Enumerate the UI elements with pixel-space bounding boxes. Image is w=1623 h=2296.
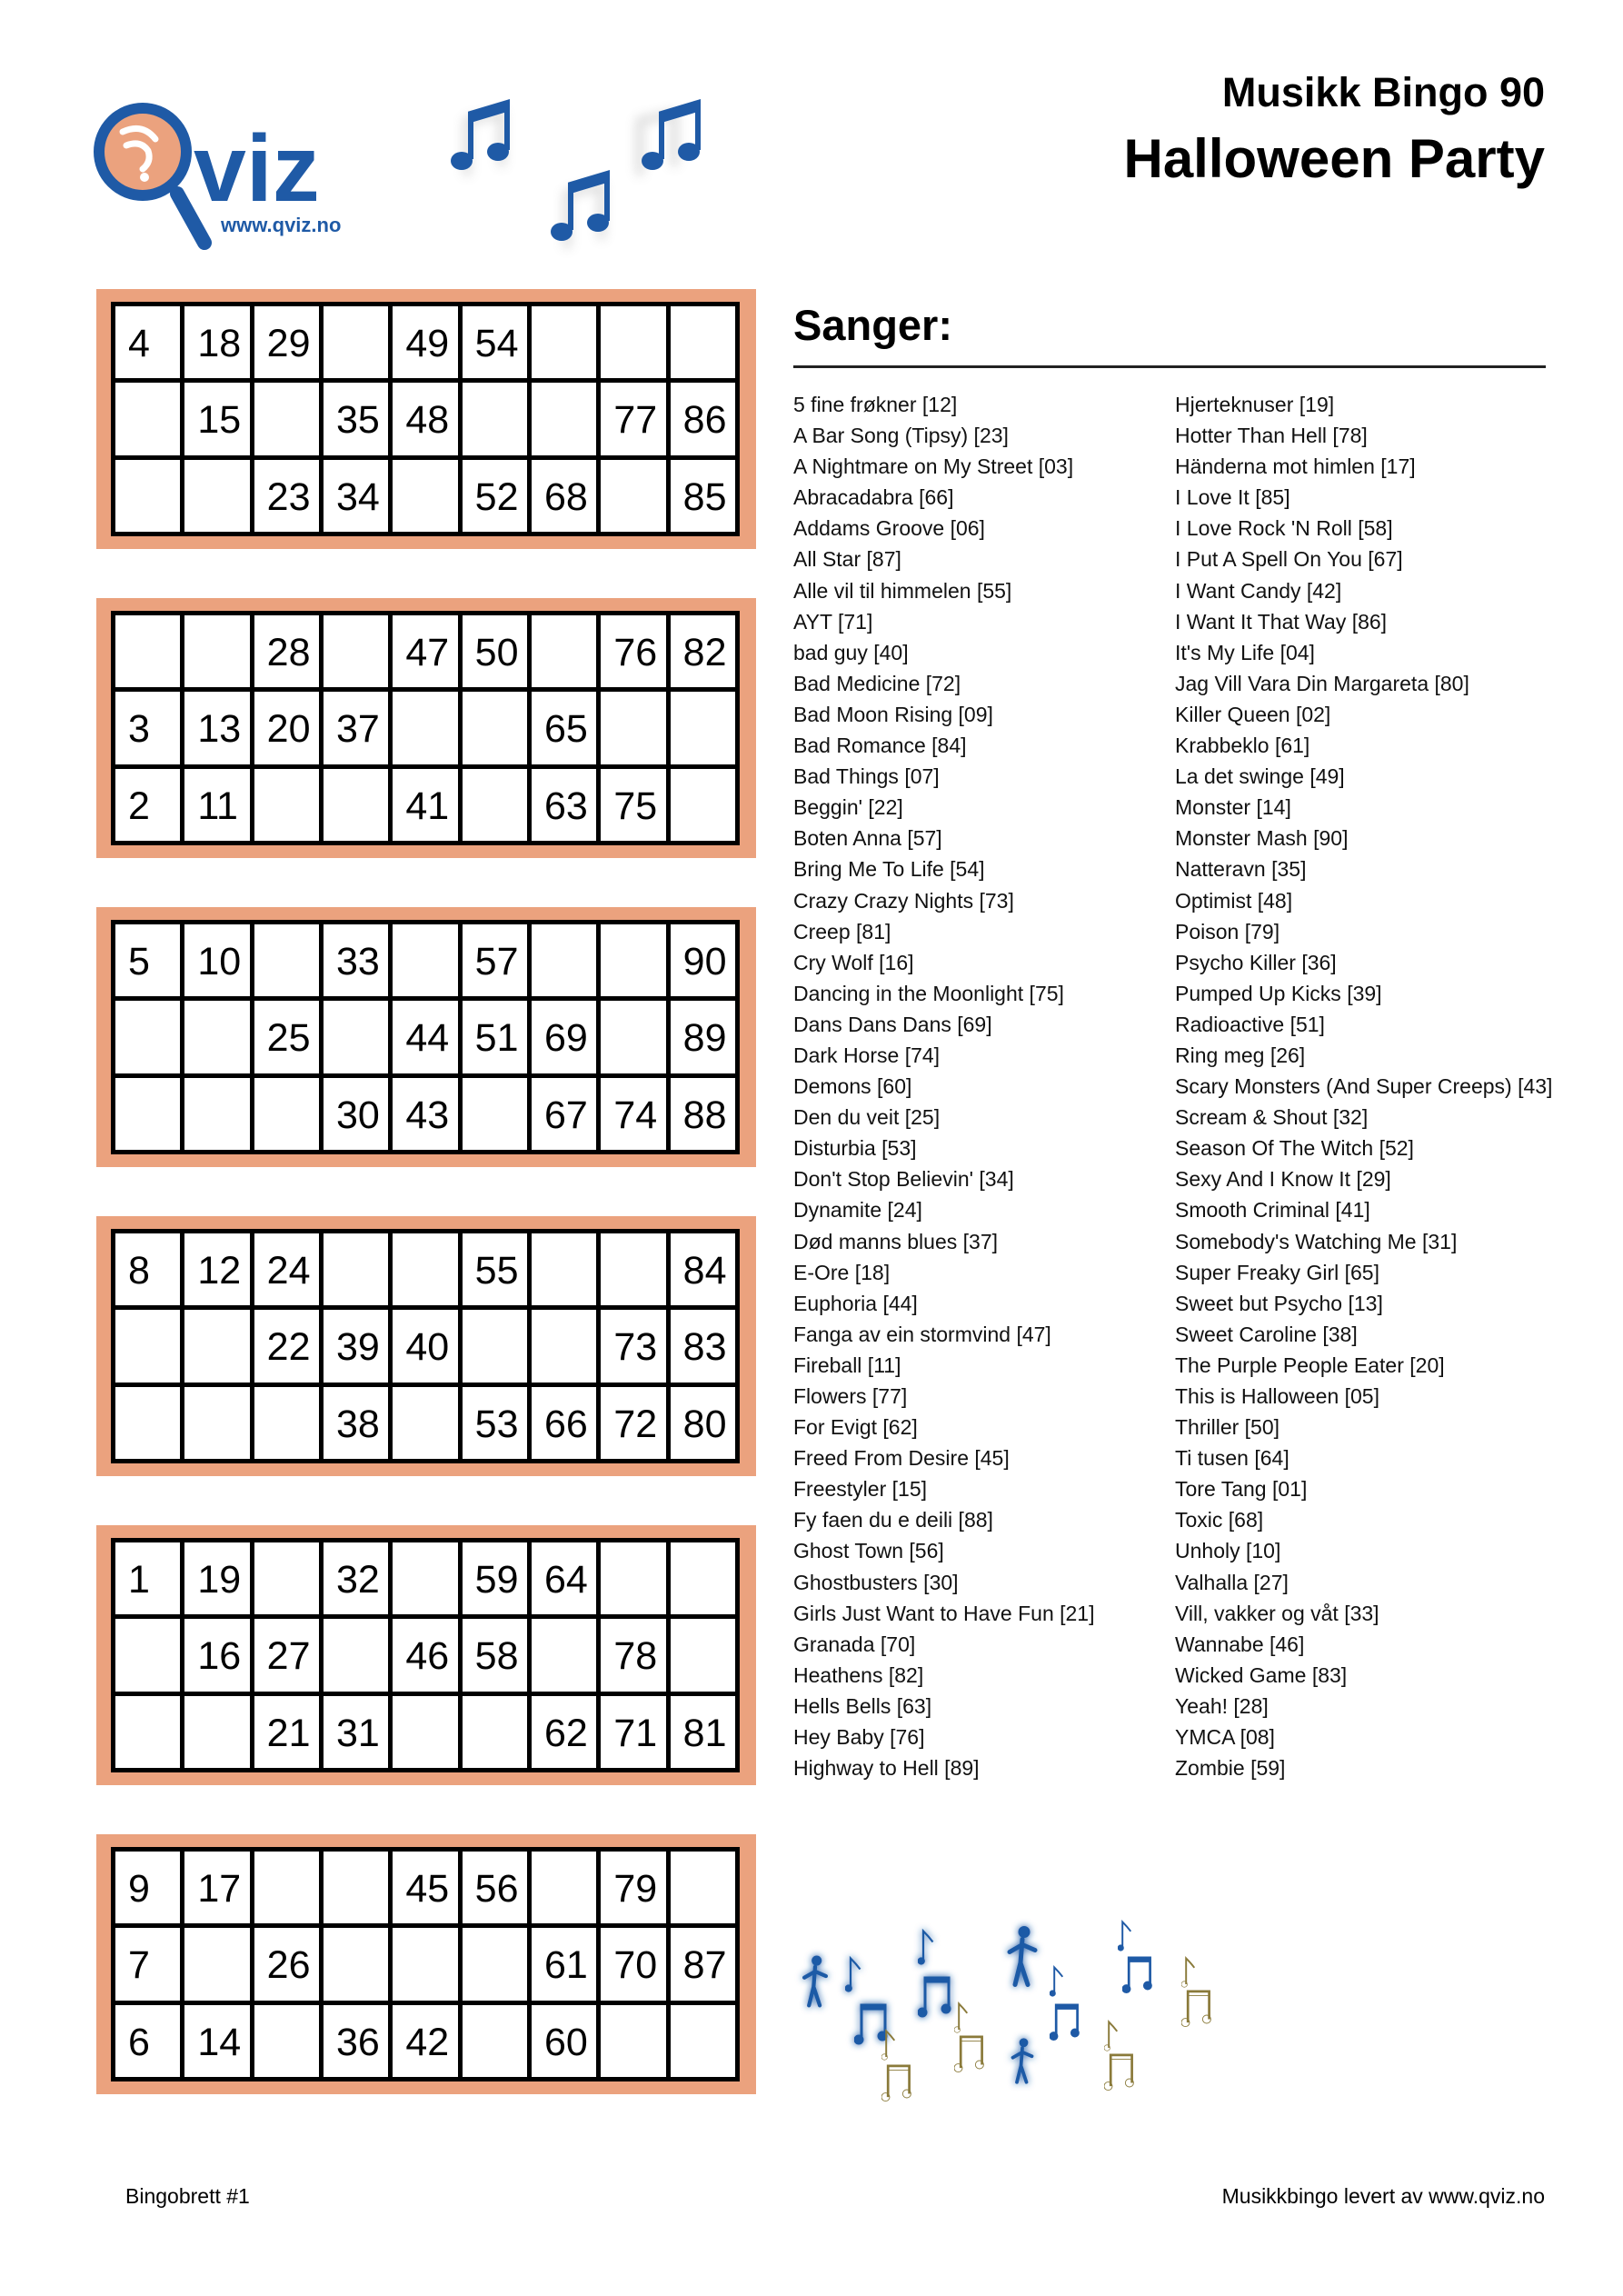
bingo-cell: 39 — [324, 1310, 388, 1382]
song-item: Granada [70] — [793, 1632, 916, 1656]
bingo-cell — [324, 769, 388, 841]
song-item: Dancing in the Moonlight [75] — [793, 981, 1064, 1005]
song-item: Creep [81] — [793, 919, 891, 943]
song-item: All Star [87] — [793, 547, 901, 572]
bingo-cell: 30 — [324, 1078, 388, 1150]
song-item: Monster Mash [90] — [1175, 826, 1349, 851]
bingo-cell: 66 — [532, 1387, 596, 1459]
bingo-cell: 14 — [184, 2005, 249, 2077]
song-item: Hjerteknuser [19] — [1175, 393, 1335, 416]
bingo-cell — [324, 1619, 388, 1691]
bingo-cell: 43 — [393, 1078, 457, 1150]
bingo-grid — [111, 302, 740, 536]
music-note-icon — [1050, 2005, 1079, 2041]
song-item: Addams Groove [06] — [793, 516, 985, 541]
bingo-cell: 11 — [184, 769, 249, 841]
dancing-figures-decoration — [791, 1900, 1518, 2136]
bingo-cell — [324, 306, 388, 378]
song-item: I Love It [85] — [1175, 485, 1290, 510]
bingo-cell — [393, 1696, 457, 1768]
bingo-cell: 76 — [601, 615, 665, 687]
bingo-cell — [601, 924, 665, 996]
bingo-cell — [115, 1387, 180, 1459]
bingo-cell — [532, 1619, 596, 1691]
bingo-cell: 80 — [671, 1387, 735, 1459]
song-item: E-Ore [18] — [793, 1260, 891, 1284]
song-list-column-a — [793, 389, 1095, 1783]
song-item: Vill, vakker og våt [33] — [1175, 1601, 1379, 1625]
bingo-cell: 60 — [532, 2005, 596, 2077]
bingo-cell — [601, 1233, 665, 1305]
bingo-cell: 8 — [115, 1233, 180, 1305]
bingo-cell — [254, 769, 319, 841]
bingo-cell: 35 — [324, 383, 388, 454]
song-item: Scary Monsters (And Super Creeps) [43] — [1175, 1074, 1553, 1099]
song-item: Fireball [11] — [793, 1353, 901, 1377]
bingo-cell: 29 — [254, 306, 319, 378]
bingo-cell: 10 — [184, 924, 249, 996]
song-item: Flowers [77] — [793, 1384, 908, 1408]
song-list-column-b — [1175, 389, 1552, 1783]
bingo-cell: 20 — [254, 692, 319, 764]
bingo-cell: 57 — [463, 924, 527, 996]
bingo-cell — [601, 1001, 665, 1073]
bingo-cell: 5 — [115, 924, 180, 996]
bingo-cell — [254, 1542, 319, 1614]
bingo-grid — [111, 611, 740, 845]
bingo-cell — [324, 1852, 388, 1923]
bingo-cell — [393, 1233, 457, 1305]
bingo-cell — [254, 1852, 319, 1923]
qviz-logo — [86, 95, 377, 250]
song-item: Girls Just Want to Have Fun [21] — [793, 1601, 1095, 1625]
bingo-cell: 82 — [671, 615, 735, 687]
song-item: Super Freaky Girl [65] — [1175, 1260, 1379, 1284]
song-item: La det swinge [49] — [1175, 764, 1345, 789]
song-item: Wicked Game [83] — [1175, 1662, 1348, 1687]
bingo-cell — [532, 383, 596, 454]
song-item: Thriller [50] — [1175, 1415, 1280, 1440]
logo-wordmark: viz — [194, 116, 320, 222]
music-note-icon — [1050, 1967, 1062, 1996]
bingo-cell — [671, 769, 735, 841]
music-note-icon — [1122, 1958, 1151, 1993]
bingo-cell — [601, 306, 665, 378]
song-item: Toxic [68] — [1175, 1508, 1264, 1532]
bingo-cell: 89 — [671, 1001, 735, 1073]
bingo-cell: 16 — [184, 1619, 249, 1691]
songs-heading: Sanger: — [793, 301, 952, 349]
music-notes-icon — [445, 95, 727, 268]
bingo-cell: 15 — [184, 383, 249, 454]
bingo-cell — [184, 1310, 249, 1382]
song-item: Freestyler [15] — [793, 1477, 927, 1502]
bingo-cell: 31 — [324, 1696, 388, 1768]
bingo-grid — [111, 920, 740, 1154]
music-note-icon — [881, 2066, 911, 2101]
bingo-cell: 69 — [532, 1001, 596, 1073]
bingo-cell — [532, 1852, 596, 1923]
song-item: A Nightmare on My Street [03] — [793, 454, 1074, 479]
bingo-cell — [532, 306, 596, 378]
song-item: Radioactive [51] — [1175, 1012, 1325, 1036]
music-note-icon — [954, 2037, 983, 2072]
logo-url: www.qviz.no — [221, 214, 342, 236]
bingo-cell: 51 — [463, 1001, 527, 1073]
bingo-cell — [115, 1001, 180, 1073]
bingo-cell: 59 — [463, 1542, 527, 1614]
song-item: Dans Dans Dans [69] — [793, 1012, 992, 1036]
bingo-cell: 78 — [601, 1619, 665, 1691]
song-item: Jag Vill Vara Din Margareta [80] — [1175, 671, 1469, 695]
bingo-cell — [671, 306, 735, 378]
bingo-cell: 64 — [532, 1542, 596, 1614]
bingo-cell — [324, 1001, 388, 1073]
bingo-cell: 87 — [671, 1928, 735, 2000]
bingo-cell: 54 — [463, 306, 527, 378]
bingo-cell: 75 — [601, 769, 665, 841]
provider-credit: Musikkbingo levert av www.qviz.no — [1221, 2184, 1545, 2208]
bingo-cell: 52 — [463, 460, 527, 532]
bingo-cell: 17 — [184, 1852, 249, 1923]
song-item: Killer Queen [02] — [1175, 702, 1331, 726]
bingo-cell: 71 — [601, 1696, 665, 1768]
song-item: Sweet Caroline [38] — [1175, 1322, 1358, 1346]
music-note-icon — [1118, 1922, 1130, 1951]
bingo-cell — [324, 1928, 388, 2000]
bingo-cell: 32 — [324, 1542, 388, 1614]
bingo-cell: 12 — [184, 1233, 249, 1305]
bingo-cell: 34 — [324, 460, 388, 532]
subtitle: Musikk Bingo 90 — [1221, 69, 1545, 115]
bingo-cell: 23 — [254, 460, 319, 532]
bingo-cell — [393, 1928, 457, 2000]
bingo-cell: 7 — [115, 1928, 180, 2000]
song-item: Smooth Criminal [41] — [1175, 1198, 1370, 1223]
bingo-card — [96, 1216, 756, 1476]
bingo-cell — [393, 692, 457, 764]
song-item: I Put A Spell On You [67] — [1175, 547, 1403, 572]
song-item: Sweet but Psycho [13] — [1175, 1291, 1383, 1315]
bingo-cell: 36 — [324, 2005, 388, 2077]
music-note-icon — [1181, 1992, 1210, 2027]
song-item: Abracadabra [66] — [793, 485, 954, 510]
song-item: Hotter Than Hell [78] — [1175, 424, 1368, 448]
bingo-cell — [115, 460, 180, 532]
bingo-cell — [254, 1078, 319, 1150]
bingo-card — [96, 289, 756, 549]
bingo-card — [96, 907, 756, 1167]
bingo-cell — [184, 1696, 249, 1768]
bingo-cell — [463, 2005, 527, 2077]
bingo-cell — [463, 383, 527, 454]
bingo-cell: 86 — [671, 383, 735, 454]
bingo-cell: 41 — [393, 769, 457, 841]
bingo-cell: 72 — [601, 1387, 665, 1459]
bingo-cell: 67 — [532, 1078, 596, 1150]
bingo-cell: 46 — [393, 1619, 457, 1691]
bingo-cell: 2 — [115, 769, 180, 841]
bingo-cell — [393, 1542, 457, 1614]
bingo-cell: 19 — [184, 1542, 249, 1614]
bingo-cell — [184, 1001, 249, 1073]
bingo-cell — [532, 1233, 596, 1305]
bingo-cell: 28 — [254, 615, 319, 687]
bingo-cell: 63 — [532, 769, 596, 841]
music-note-icon — [918, 1932, 933, 1965]
bingo-cell: 74 — [601, 1078, 665, 1150]
song-item: Boten Anna [57] — [793, 826, 942, 851]
song-item: Freed From Desire [45] — [793, 1446, 1010, 1471]
bingo-cell: 21 — [254, 1696, 319, 1768]
song-item: Disturbia [53] — [793, 1136, 917, 1161]
bingo-cell — [601, 1542, 665, 1614]
bingo-cell — [601, 692, 665, 764]
bingo-cell: 53 — [463, 1387, 527, 1459]
music-note-icon — [1104, 2021, 1117, 2051]
bingo-cell — [115, 1078, 180, 1150]
song-item: Dynamite [24] — [793, 1198, 922, 1223]
song-item: Euphoria [44] — [793, 1291, 918, 1315]
bingo-cell: 83 — [671, 1310, 735, 1382]
song-item: This is Halloween [05] — [1175, 1384, 1379, 1408]
bingo-cell — [324, 1233, 388, 1305]
bingo-cell: 44 — [393, 1001, 457, 1073]
song-item: Pumped Up Kicks [39] — [1175, 981, 1382, 1005]
bingo-cell: 65 — [532, 692, 596, 764]
bingo-cell — [671, 1619, 735, 1691]
bingo-cell: 33 — [324, 924, 388, 996]
bingo-cell — [532, 1310, 596, 1382]
song-item: Den du veit [25] — [793, 1105, 941, 1130]
bingo-cell — [532, 615, 596, 687]
bingo-cell — [463, 1078, 527, 1150]
dancer-icon — [1010, 1927, 1035, 1985]
music-note-icon — [845, 1959, 861, 1992]
song-item: Optimist [48] — [1175, 888, 1293, 913]
song-item: Scream & Shout [32] — [1175, 1105, 1369, 1130]
bingo-cell — [393, 460, 457, 532]
bingo-cell — [254, 2005, 319, 2077]
bingo-cell: 1 — [115, 1542, 180, 1614]
song-item: Don't Stop Believin' [34] — [793, 1167, 1014, 1192]
song-item: 5 fine frøkner [12] — [793, 393, 958, 416]
song-item: Bad Things [07] — [793, 764, 940, 789]
song-item: The Purple People Eater [20] — [1175, 1353, 1445, 1377]
song-item: Ring meg [26] — [1175, 1043, 1306, 1067]
bingo-cell — [184, 1078, 249, 1150]
bingo-cell — [463, 769, 527, 841]
bingo-cell — [463, 692, 527, 764]
song-item: It's My Life [04] — [1175, 640, 1315, 664]
song-item: Unholy [10] — [1175, 1539, 1281, 1563]
bingo-card — [96, 1834, 756, 2094]
song-item: Krabbeklo [61] — [1175, 734, 1310, 758]
bingo-cell — [601, 2005, 665, 2077]
song-item: AYT [71] — [793, 609, 873, 634]
song-item: Bad Medicine [72] — [793, 671, 961, 695]
song-item: Psycho Killer [36] — [1175, 950, 1337, 974]
song-item: Bad Moon Rising [09] — [793, 702, 993, 726]
music-note-icon — [1104, 2055, 1133, 2091]
bingo-cell: 73 — [601, 1310, 665, 1382]
bingo-cell — [463, 1696, 527, 1768]
music-note-icon — [954, 2003, 967, 2032]
bingo-cell: 38 — [324, 1387, 388, 1459]
song-item: Alle vil til himmelen [55] — [793, 578, 1012, 603]
bingo-cell: 25 — [254, 1001, 319, 1073]
song-item: Ti tusen [64] — [1175, 1446, 1289, 1471]
bingo-cell: 68 — [532, 460, 596, 532]
song-item: YMCA [08] — [1175, 1725, 1275, 1750]
song-item: For Evigt [62] — [793, 1415, 918, 1440]
bingo-cell: 18 — [184, 306, 249, 378]
bingo-cell: 55 — [463, 1233, 527, 1305]
page-title: Halloween Party — [1123, 128, 1545, 189]
bingo-cell: 37 — [324, 692, 388, 764]
bingo-cell: 50 — [463, 615, 527, 687]
bingo-cell — [184, 460, 249, 532]
song-item: Heathens [82] — [793, 1662, 924, 1687]
bingo-cell: 24 — [254, 1233, 319, 1305]
song-item: bad guy [40] — [793, 640, 909, 664]
bingo-cell — [671, 1542, 735, 1614]
song-item: Valhalla [27] — [1175, 1570, 1289, 1594]
bingo-cell: 62 — [532, 1696, 596, 1768]
bingo-cell — [115, 1619, 180, 1691]
bingo-cell: 56 — [463, 1852, 527, 1923]
song-item: Crazy Crazy Nights [73] — [793, 888, 1014, 913]
song-item: Ghostbusters [30] — [793, 1570, 959, 1594]
bingo-grid — [111, 1847, 740, 2081]
song-item: Tore Tang [01] — [1175, 1477, 1308, 1502]
bingo-cell — [324, 615, 388, 687]
song-item: Hells Bells [63] — [793, 1693, 932, 1718]
bingo-cell: 48 — [393, 383, 457, 454]
bingo-cell: 90 — [671, 924, 735, 996]
bingo-cell — [115, 1696, 180, 1768]
bingo-cell — [671, 1852, 735, 1923]
song-item: Cry Wolf [16] — [793, 950, 914, 974]
bingo-cell: 49 — [393, 306, 457, 378]
bingo-cell — [463, 1928, 527, 2000]
bingo-grid — [111, 1229, 740, 1463]
bingo-cell — [115, 615, 180, 687]
bingo-card — [96, 598, 756, 858]
bingo-cell — [393, 924, 457, 996]
song-item: Händerna mot himlen [17] — [1175, 454, 1416, 479]
bingo-cell: 79 — [601, 1852, 665, 1923]
bingo-cell — [184, 1928, 249, 2000]
bingo-cell — [393, 1387, 457, 1459]
song-item: I Love Rock 'N Roll [58] — [1175, 516, 1393, 541]
bingo-cell — [671, 692, 735, 764]
song-item: Zombie [59] — [1175, 1756, 1286, 1781]
bingo-cell — [115, 383, 180, 454]
bingo-cell: 13 — [184, 692, 249, 764]
bingo-cell — [184, 1387, 249, 1459]
song-item: Fanga av ein stormvind [47] — [793, 1322, 1051, 1346]
bingo-cell — [671, 2005, 735, 2077]
bingo-cell: 22 — [254, 1310, 319, 1382]
bingo-cell: 45 — [393, 1852, 457, 1923]
music-note-icon — [918, 1978, 951, 2017]
bingo-cell — [532, 924, 596, 996]
song-item: Bring Me To Life [54] — [793, 857, 985, 882]
song-item: Demons [60] — [793, 1074, 912, 1099]
bingo-cell: 40 — [393, 1310, 457, 1382]
music-note-icon — [854, 2005, 887, 2044]
bingo-card — [96, 1525, 756, 1785]
bingo-cell: 77 — [601, 383, 665, 454]
bingo-cell — [115, 1310, 180, 1382]
song-item: Død manns blues [37] — [793, 1229, 999, 1253]
bingo-cell: 3 — [115, 692, 180, 764]
song-item: I Want Candy [42] — [1175, 578, 1342, 603]
dancer-icon — [804, 1956, 826, 2005]
bingo-cell: 88 — [671, 1078, 735, 1150]
bingo-cell: 27 — [254, 1619, 319, 1691]
song-item: I Want It That Way [86] — [1175, 609, 1388, 634]
song-item: Highway to Hell [89] — [793, 1756, 980, 1781]
song-item: Dark Horse [74] — [793, 1043, 941, 1067]
bingo-cell — [254, 383, 319, 454]
song-item: Somebody's Watching Me [31] — [1175, 1229, 1458, 1253]
bingo-cell: 6 — [115, 2005, 180, 2077]
bingo-cell: 42 — [393, 2005, 457, 2077]
bingo-cell: 70 — [601, 1928, 665, 2000]
bingo-cell — [254, 924, 319, 996]
bingo-cell — [184, 615, 249, 687]
song-item: Monster [14] — [1175, 795, 1291, 820]
bingo-cell: 81 — [671, 1696, 735, 1768]
song-item: Poison [79] — [1175, 919, 1280, 943]
song-item: Fy faen du e deili [88] — [793, 1508, 993, 1532]
bingo-cell: 4 — [115, 306, 180, 378]
bingo-cell: 85 — [671, 460, 735, 532]
heading-divider — [793, 365, 1546, 368]
song-item: Beggin' [22] — [793, 795, 903, 820]
song-item: Ghost Town [56] — [793, 1539, 944, 1563]
song-item: Bad Romance [84] — [793, 734, 967, 758]
bingo-grid — [111, 1538, 740, 1772]
dancer-icon — [1013, 2039, 1032, 2082]
song-item: Hey Baby [76] — [793, 1725, 925, 1750]
bingo-cell — [463, 1310, 527, 1382]
bingo-cell: 61 — [532, 1928, 596, 2000]
bingo-cell: 9 — [115, 1852, 180, 1923]
music-note-icon — [1181, 1958, 1194, 1987]
song-item: Season Of The Witch [52] — [1175, 1136, 1414, 1161]
song-item: Wannabe [46] — [1175, 1632, 1305, 1656]
board-number: Bingobrett #1 — [125, 2184, 250, 2208]
song-item: Yeah! [28] — [1175, 1693, 1269, 1718]
song-item: A Bar Song (Tipsy) [23] — [793, 424, 1009, 448]
bingo-cell: 58 — [463, 1619, 527, 1691]
bingo-cell: 84 — [671, 1233, 735, 1305]
bingo-cell — [254, 1387, 319, 1459]
song-item: Natteravn [35] — [1175, 857, 1307, 882]
bingo-cell: 26 — [254, 1928, 319, 2000]
bingo-cell: 47 — [393, 615, 457, 687]
bingo-cell — [601, 460, 665, 532]
song-item: Sexy And I Know It [29] — [1175, 1167, 1391, 1192]
